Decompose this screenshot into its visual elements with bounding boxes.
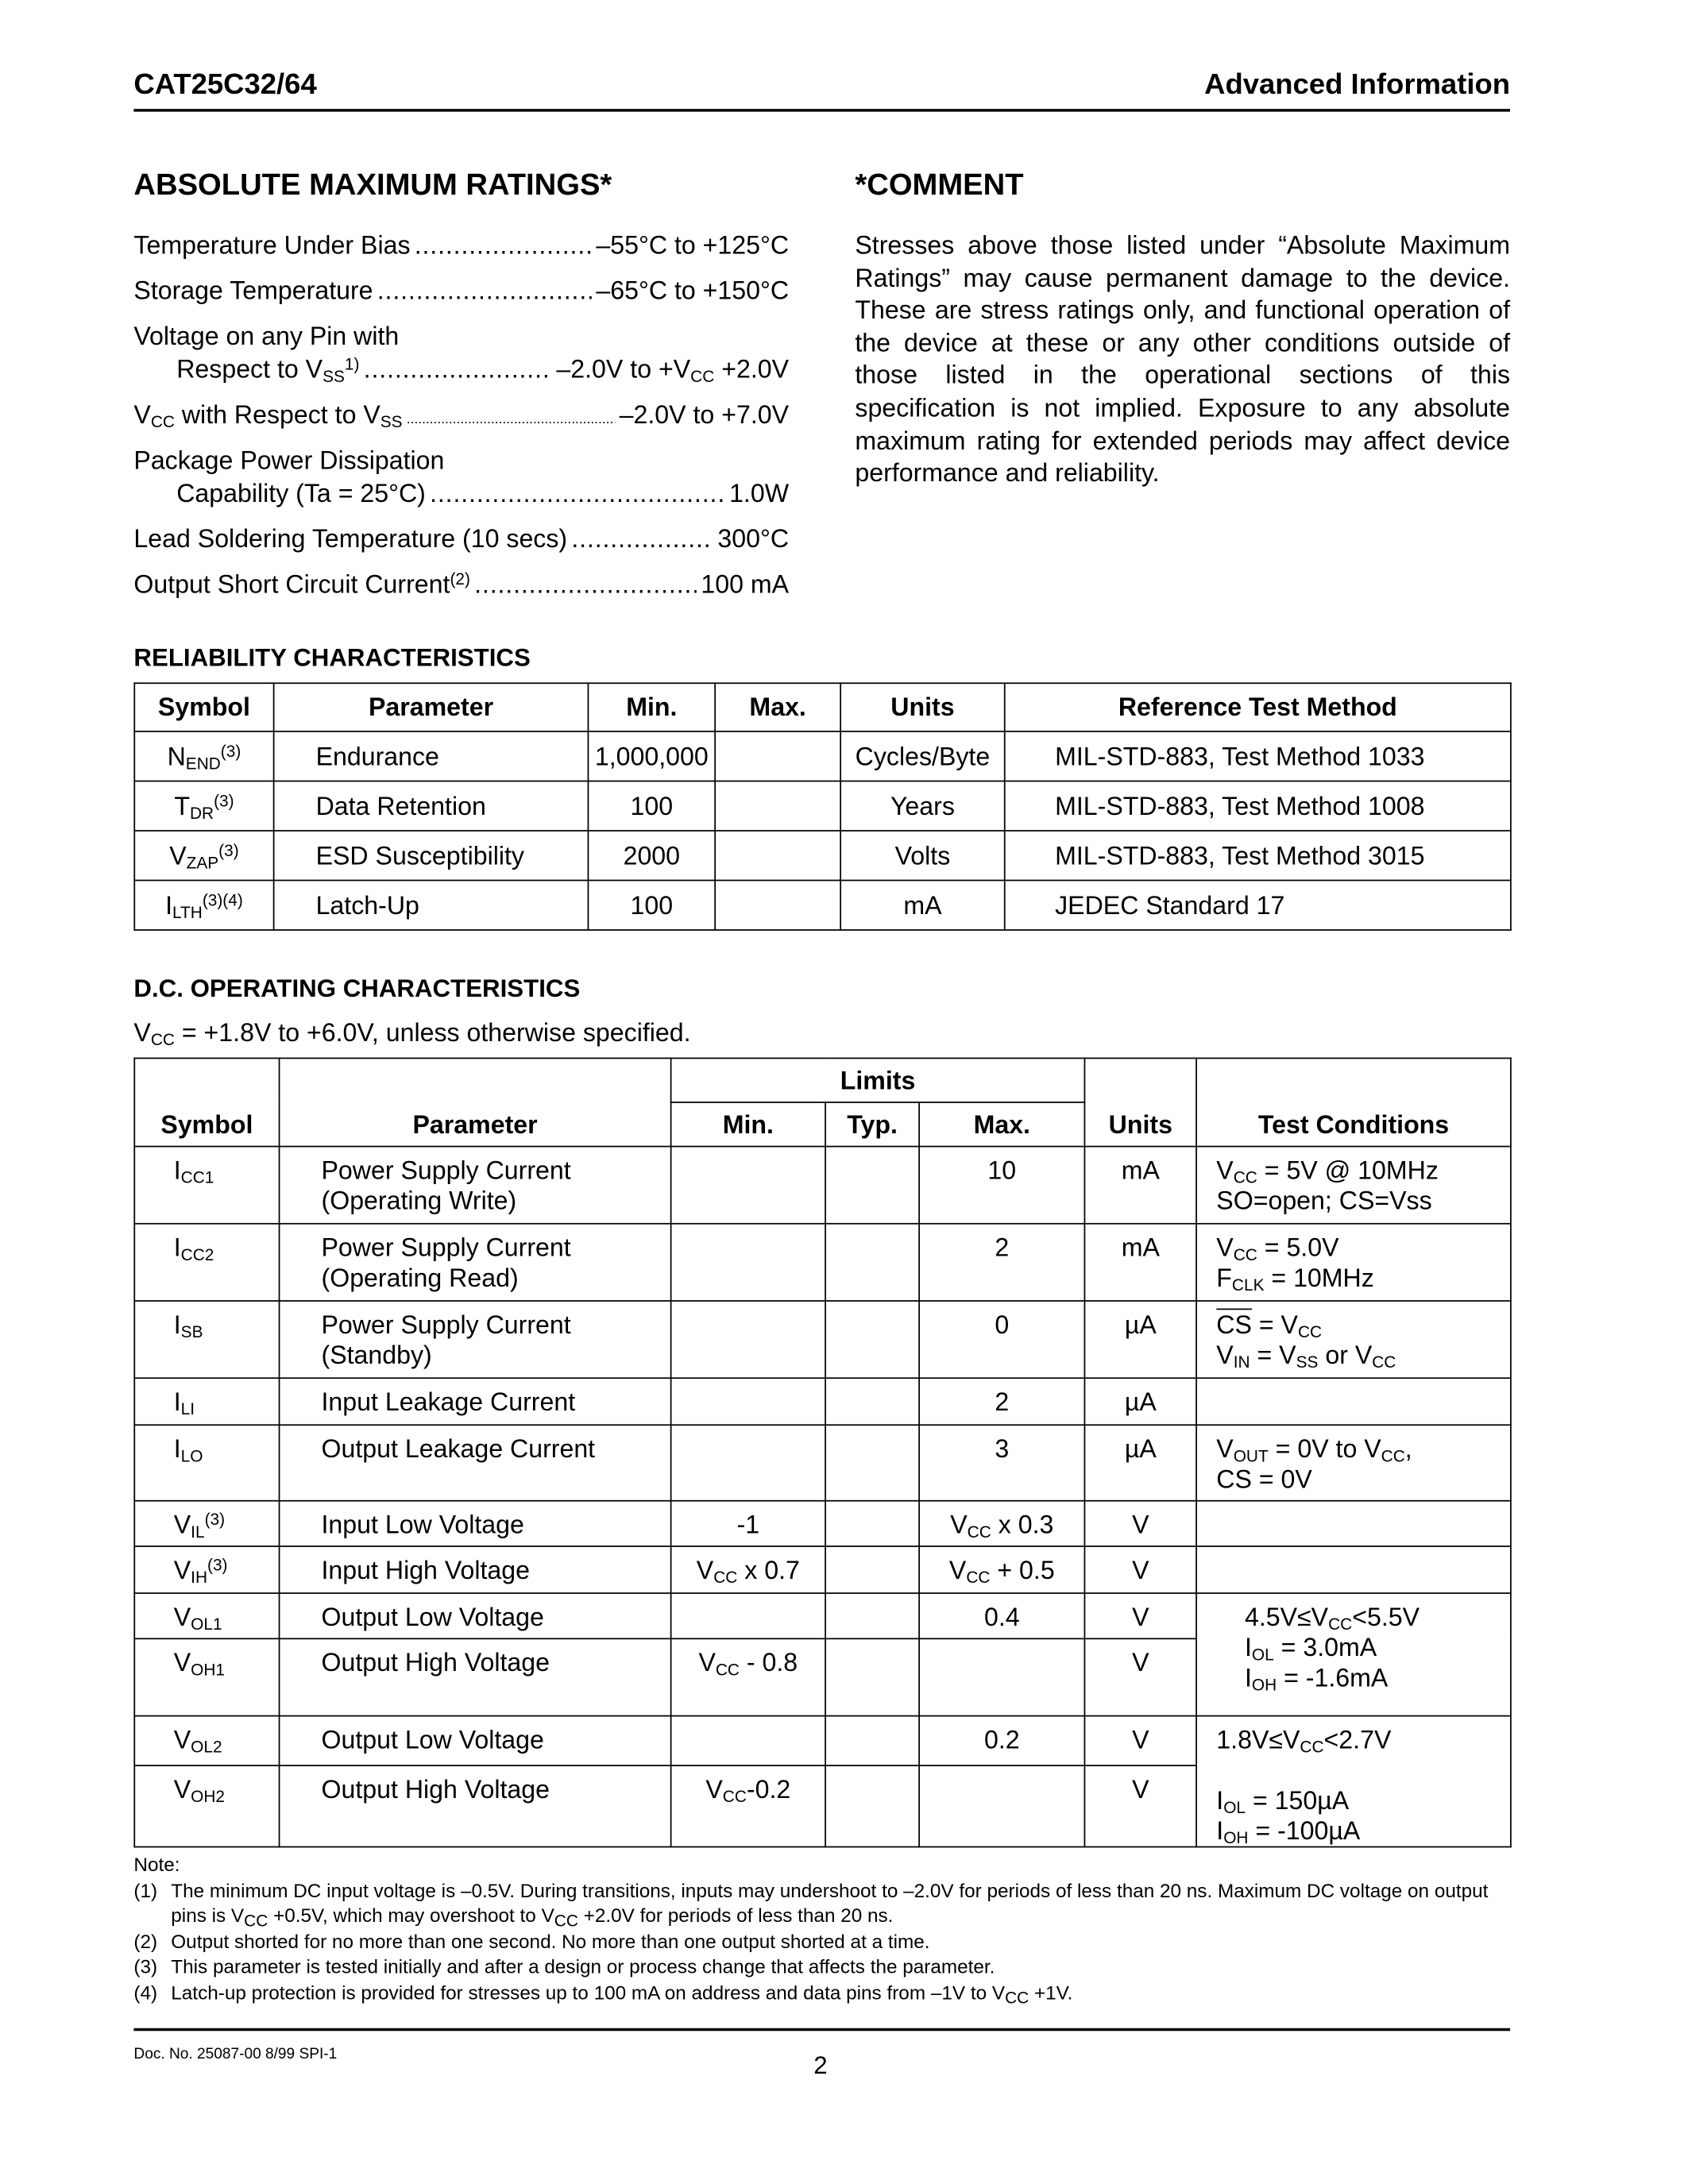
rating-value: –2.0V to $+V_{CC} +2.0V$ [556,354,790,387]
typ-cell [825,1301,919,1378]
symbol-cell: $I_{CC1}$ [134,1147,279,1224]
note-text: Output shorted for no more than one second. No more than one output shorted at a time. [171,1930,930,1952]
method-cell: MIL-STD-883, Test Method 1008 [1005,781,1511,831]
rating-value: –2.0V to +7.0V [619,399,790,429]
parameter-cell: Data Retention [274,781,589,831]
col-header: Limits [671,1058,1085,1102]
footer-rule [133,2028,1510,2031]
document-status: Advanced Information [1204,68,1511,101]
table-row [134,831,1511,880]
min-cell [671,1425,825,1500]
rating-label: Respect to $V_{SS}^{1)}$ [176,354,360,387]
typ-cell [825,1638,919,1715]
typ-cell [825,1224,919,1301]
table-row [134,1425,1511,1500]
max-cell: $V_{CC} + 0.5$ [919,1546,1084,1593]
rating-item [133,524,789,554]
table-row [134,1378,1511,1425]
max-cell [919,1765,1084,1846]
method-cell: MIL-STD-883, Test Method 3015 [1005,831,1511,880]
typ-cell [825,1378,919,1425]
parameter-cell: Output High Voltage [280,1765,671,1846]
max-cell: 0.2 [919,1716,1084,1766]
test-conditions-cell [1196,1546,1511,1593]
rating-item [133,569,789,600]
symbol-cell: $I_{LI}$ [134,1378,279,1425]
col-header: Symbol [134,683,273,731]
min-cell: $V_{CC}-0.2$ [671,1765,825,1846]
symbol-cell: $I_{LTH}^{(3)(4)}$ [134,880,273,929]
rating-label: Capability (Ta = 25°C) [176,478,426,507]
units-cell: µA [1084,1425,1196,1500]
table-row [134,1546,1511,1593]
max-cell [715,831,840,880]
test-conditions-cell: $V_{CC} = 5.0V$ $F_{CLK} = 10MHz$ [1196,1224,1511,1301]
comment-title: *COMMENT [855,167,1024,202]
page-number: 2 [813,2051,828,2080]
rating-value: –65°C to +150°C [596,276,790,305]
max-cell: 2 [919,1224,1084,1301]
min-cell [671,1301,825,1378]
symbol-cell: $T_{DR}^{(3)}$ [134,781,273,831]
parameter-cell: Input Leakage Current [280,1378,671,1425]
method-cell: JEDEC Standard 17 [1005,880,1511,929]
symbol-cell: $V_{IL}^{(3)}$ [134,1501,279,1546]
symbol-cell: $V_{OH2}$ [134,1765,279,1846]
note-number: (3) [133,1955,158,1978]
parameter-cell: Power Supply Current (Operating Write) [280,1147,671,1224]
rating-label: Lead Soldering Temperature (10 secs) [133,523,568,554]
max-cell [715,731,840,781]
min-cell [671,1378,825,1425]
table-header-row [134,683,1511,731]
note-number: (2) [133,1930,158,1952]
max-cell: 0.4 [919,1593,1084,1638]
table-header-row [134,1058,1511,1102]
rating-label: Temperature Under Bias [133,230,411,260]
max-cell [919,1638,1084,1715]
parameter-cell: Output Low Voltage [280,1593,671,1638]
units-cell: Years [840,781,1005,831]
units-cell: µA [1084,1378,1196,1425]
min-cell: $V_{CC}$ x 0.7 [671,1546,825,1593]
min-cell: -1 [671,1501,825,1546]
rating-label: $V_{CC}$ with Respect to $V_{SS}$ [133,399,403,432]
rating-value: –55°C to +125°C [596,230,790,260]
units-cell: V [1084,1765,1196,1846]
typ-cell [825,1147,919,1224]
dc-table [133,1058,1511,1848]
ratings-title: ABSOLUTE MAXIMUM RATINGS* [133,167,612,202]
min-cell [671,1593,825,1638]
col-header: Test Conditions [1196,1058,1511,1146]
parameter-cell: Output Leakage Current [280,1425,671,1500]
min-cell: 100 [588,781,715,831]
min-cell: 2000 [588,831,715,880]
dc-condition: $V_{CC} = +1.8V$ to +6.0V, unless otherwise specified. [133,1017,691,1050]
rating-value: 1.0W [729,478,790,507]
rating-item [133,276,789,306]
units-cell: mA [1084,1224,1196,1301]
col-header: Units [840,683,1005,731]
comment-text: Stresses above those listed under “Absolute Maximum Ratings” may cause permanent damage to the device. These are stress ratings only, and functional operation of the device at these or any other conditions outside of those listed in the operational sections of this specification is not implied. Exposure to any absolute maximum rating for extended periods may affect device performance and reliability. [855,230,1511,488]
col-header: Reference Test Method [1005,683,1511,731]
note-number: (4) [133,1981,158,2004]
max-cell: 0 [919,1301,1084,1378]
symbol-cell: $V_{OL1}$ [134,1593,279,1638]
doc-number: Doc. No. 25087-00 8/99 SPI-1 [133,2046,338,2063]
symbol-cell: $I_{SB}$ [134,1301,279,1378]
units-cell: V [1084,1638,1196,1715]
max-cell: 10 [919,1147,1084,1224]
units-cell: V [1084,1546,1196,1593]
dc-title: D.C. OPERATING CHARACTERISTICS [133,974,581,1003]
rating-line: Package Power Dissipation [133,445,445,475]
max-cell: 3 [919,1425,1084,1500]
min-cell: 100 [588,880,715,929]
rating-value: 100 mA [701,569,790,599]
symbol-cell: $V_{OL2}$ [134,1716,279,1766]
parameter-cell: Input High Voltage [280,1546,671,1593]
max-cell: $V_{CC}$ x 0.3 [919,1501,1084,1546]
header-rule [133,109,1510,111]
note-item [133,1954,1512,1980]
test-conditions-cell: $V_{CC} = 5V$ @ 10MHz SO=open; CS=Vss [1196,1147,1511,1224]
min-cell [671,1224,825,1301]
col-header: Symbol [134,1058,279,1146]
table-row [134,1301,1511,1378]
table-row [134,880,1511,929]
symbol-cell: $V_{OH1}$ [134,1638,279,1715]
rating-line: Voltage on any Pin with [133,321,400,350]
rating-item [133,354,790,387]
symbol-cell: $I_{CC2}$ [134,1224,279,1301]
test-conditions-cell [1196,1378,1511,1425]
parameter-cell: Endurance [274,731,589,781]
parameter-cell: Output Low Voltage [280,1716,671,1766]
units-cell: µA [1084,1301,1196,1378]
min-cell: $V_{CC} - 0.8$ [671,1638,825,1715]
typ-cell [825,1716,919,1766]
min-cell: 1,000,000 [588,731,715,781]
note-text: This parameter is tested initially and after a design or process change that affects the parameter. [171,1955,995,1978]
test-conditions-cell: $1.8V\le V_{CC}<2.7V$ $I_{OL} = 150\mu A$ $I_{OH} = -100\mu A$ [1196,1716,1511,1847]
table-row [134,1593,1511,1638]
note-item [133,1877,1512,1929]
symbol-cell: $I_{LO}$ [134,1425,279,1500]
col-header: Typ. [825,1102,919,1147]
part-number: CAT25C32/64 [133,68,317,101]
note-item [133,1980,1512,2008]
units-cell: V [1084,1716,1196,1766]
typ-cell [825,1425,919,1500]
parameter-cell: Output High Voltage [280,1638,671,1715]
col-header: Units [1084,1058,1196,1146]
method-cell: MIL-STD-883, Test Method 1033 [1005,731,1511,781]
note-text: Latch-up protection is provided for stresses up to 100 mA on address and data pins from –1V to $V_{CC} +1V$. [171,1981,1073,2008]
note-number: (1) [133,1878,158,1901]
symbol-cell: $V_{IH}^{(3)}$ [134,1546,279,1593]
units-cell: mA [840,880,1005,929]
rating-label: Output Short Circuit Current$^{(2)}$ [133,569,470,599]
note-text: The minimum DC input voltage is –0.5V. During transitions, inputs may undershoot to –2.0V for periods of less than 20 ns. Maximum DC voltage on output pins is $V_{CC} +0.5V$, which may overshoot to $V_{CC} +2.0V$ for periods of less than 20 ns. [171,1878,1489,1931]
test-conditions-cell: $4.5V\le V_{CC}<5.5V$ $I_{OL} = 3.0mA$ $I_{OH} = -1.6mA$ [1196,1593,1511,1716]
rating-item [133,478,789,508]
rating-value: 300°C [717,523,790,554]
units-cell: Cycles/Byte [840,731,1005,781]
rating-label: Storage Temperature [133,276,373,305]
col-header: Parameter [280,1058,671,1146]
typ-cell [825,1765,919,1846]
max-cell: 2 [919,1378,1084,1425]
rating-item [133,399,789,430]
max-cell [715,880,840,929]
parameter-cell: Power Supply Current (Operating Read) [280,1224,671,1301]
table-row [134,1716,1511,1766]
parameter-cell: Power Supply Current (Standby) [280,1301,671,1378]
table-row [134,1501,1511,1546]
units-cell: Volts [840,831,1005,880]
rating-item [133,230,789,260]
units-cell: mA [1084,1147,1196,1224]
table-row [134,1147,1511,1224]
units-cell: V [1084,1501,1196,1546]
test-conditions-cell: $V_{OUT} = 0V$ to $V_{CC}$, CS = 0V [1196,1425,1511,1500]
test-conditions-cell: $\overline{CS} = V_{CC}$ $V_{IN} = V_{SS}$ or $V_{CC}$ [1196,1301,1511,1378]
col-header: Max. [919,1102,1084,1147]
parameter-cell: ESD Susceptibility [274,831,589,880]
parameter-cell: Latch-Up [274,880,589,929]
table-row [134,1224,1511,1301]
note-item [133,1928,1512,1954]
symbol-cell: $V_{ZAP}^{(3)}$ [134,831,273,880]
reliability-table [133,682,1511,930]
parameter-cell: Input Low Voltage [280,1501,671,1546]
table-row [134,781,1511,831]
typ-cell [825,1593,919,1638]
min-cell [671,1716,825,1766]
test-conditions-cell [1196,1501,1511,1546]
units-cell: V [1084,1593,1196,1638]
min-cell [671,1147,825,1224]
symbol-cell: $N_{END}^{(3)}$ [134,731,273,781]
col-header: Min. [671,1102,825,1147]
reliability-title: RELIABILITY CHARACTERISTICS [133,643,531,672]
col-header: Parameter [274,683,589,731]
notes-title: Note: [133,1853,180,1876]
max-cell [715,781,840,831]
typ-cell [825,1546,919,1593]
col-header: Min. [588,683,715,731]
typ-cell [825,1501,919,1546]
table-row [134,731,1511,781]
notes [133,1852,1512,2006]
col-header: Max. [715,683,840,731]
